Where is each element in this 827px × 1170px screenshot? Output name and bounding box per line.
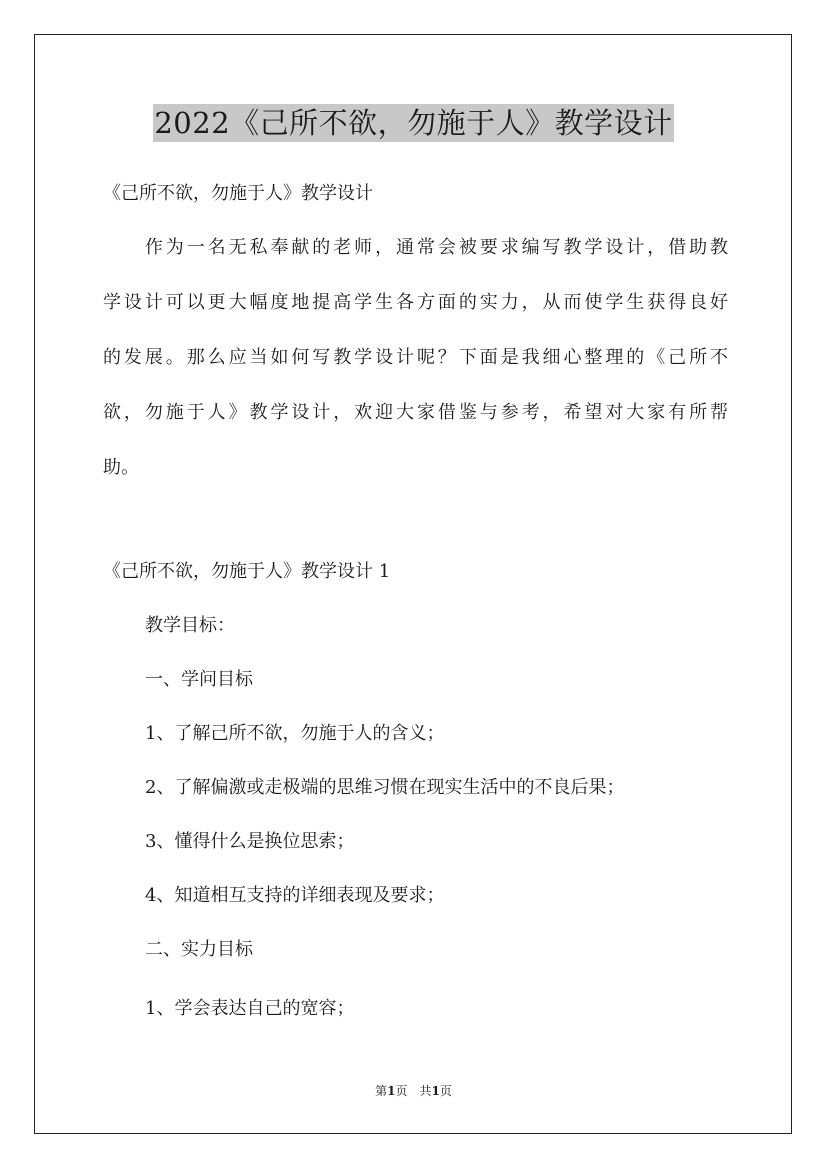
- list-item: 1、了解己所不欲，勿施于人的含义；: [145, 723, 445, 744]
- knowledge-heading: 一、学问目标: [145, 669, 253, 690]
- footer-suffix: 页: [439, 1084, 452, 1098]
- intro-line: 欲，勿施于人》教学设计，欢迎大家借鉴与参考，希望对大家有所帮: [103, 402, 728, 423]
- total-pages: 1: [431, 1084, 440, 1098]
- section-heading: 《己所不欲，勿施于人》教学设计 1: [103, 561, 391, 582]
- intro-line: 作为一名无私奉献的老师，通常会被要求编写教学设计，借助教: [103, 237, 728, 258]
- document-title-text: 2022《己所不欲，勿施于人》教学设计: [154, 106, 673, 140]
- page-number: 1: [387, 1084, 396, 1098]
- footer-mid: 页 共: [395, 1084, 432, 1098]
- intro-line: 学设计可以更大幅度地提高学生各方面的实力，从而使学生获得良好: [103, 292, 728, 313]
- footer-prefix: 第: [375, 1084, 388, 1098]
- list-item: 3、懂得什么是换位思索；: [145, 831, 355, 852]
- ability-heading: 二、实力目标: [145, 939, 253, 960]
- document-title: [0, 103, 827, 142]
- intro-line: 的发展。那么应当如何写教学设计呢？下面是我细心整理的《己所不: [103, 347, 728, 368]
- list-item: 4、知道相互支持的详细表现及要求；: [145, 885, 445, 906]
- intro-line: 助。: [103, 457, 139, 478]
- page-footer: [0, 1083, 827, 1099]
- list-item: 1、学会表达自己的宽容；: [145, 998, 355, 1019]
- objectives-label: 教学目标：: [145, 615, 235, 636]
- list-item: 2、了解偏激或走极端的思维习惯在现实生活中的不良后果；: [145, 777, 625, 798]
- document-subtitle: 《己所不欲，勿施于人》教学设计: [103, 183, 373, 204]
